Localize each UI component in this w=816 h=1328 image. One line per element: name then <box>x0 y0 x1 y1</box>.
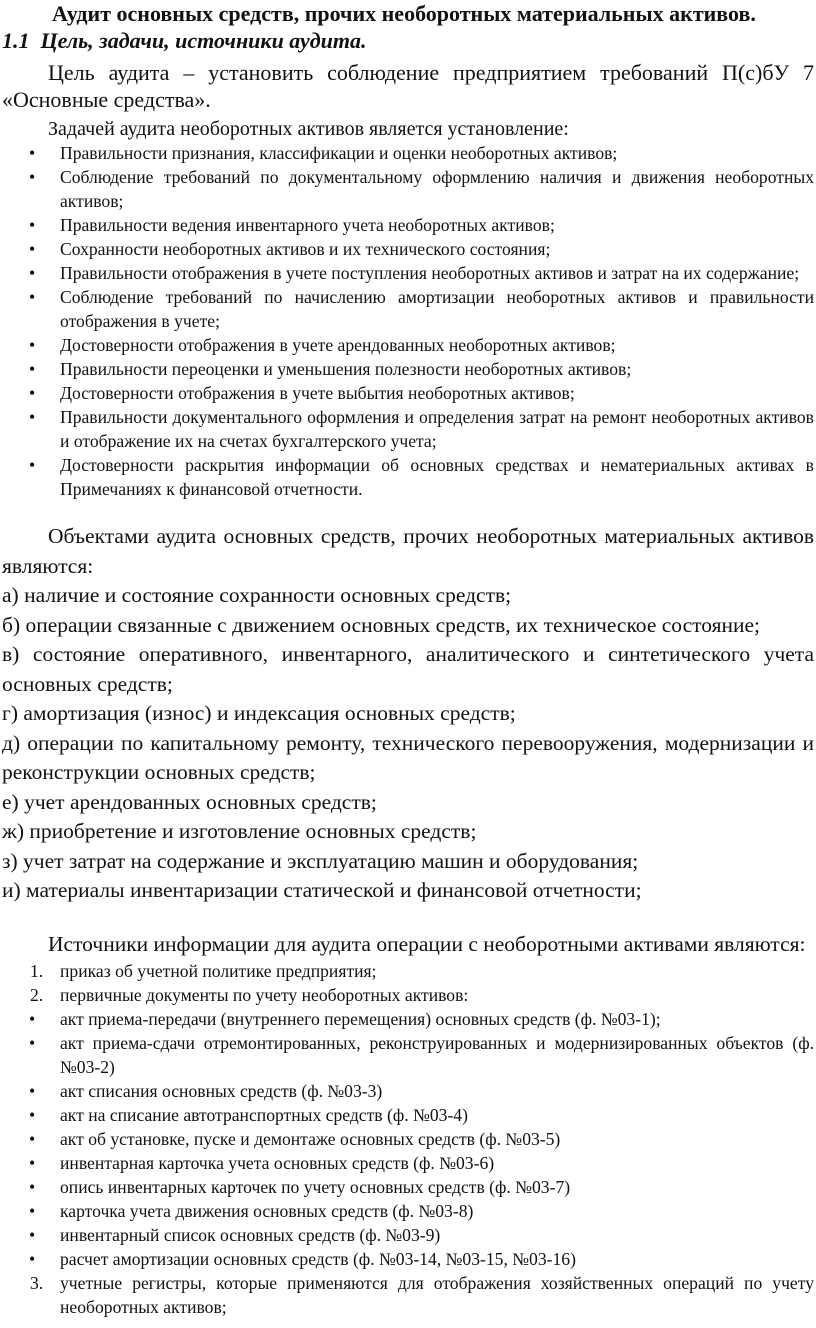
list-item: • Сохранности необоротных активов и их технического состояния; <box>29 239 551 259</box>
documents-list <box>2 1007 814 1271</box>
list-item: з) учет затрат на содержание и эксплуатацию машин и оборудования; <box>2 848 639 873</box>
tasks-intro: Задачей аудита необоротных активов является установление: <box>48 118 569 140</box>
list-item: • инвентарный список основных средств (ф. №03-9) <box>29 1225 441 1245</box>
list-item: г) амортизация (износ) и индексация основных средств; <box>2 701 516 725</box>
list-item: в) состояние оперативного, инвентарного, аналитического и синтетического учета основных средств; <box>2 642 814 696</box>
number-marker: 3. <box>30 1273 44 1293</box>
bullet-marker: • <box>29 455 36 475</box>
list-item: • акт списания основных средств (ф. №03-3) <box>29 1081 383 1101</box>
list-item: • Правильности признания, классификации и оценки необоротных активов; <box>29 143 618 163</box>
list-item: • Достоверности отображения в учете арендованных необоротных активов; <box>29 335 616 355</box>
sources-list-continued <box>2 1271 814 1319</box>
tasks-list <box>2 141 814 501</box>
list-item: • акт об установке, пуске и демонтаже основных средств (ф. №03-5) <box>29 1129 561 1149</box>
bullet-marker: • <box>29 1129 36 1149</box>
list-item: ж) приобретение и изготовление основных средств; <box>2 819 477 843</box>
bullet-marker: • <box>29 383 36 403</box>
list-item: • Соблюдение требований по документальному оформлению наличия и движения необоротных активов; <box>29 167 814 211</box>
list-item: • карточка учета движения основных средств (ф. №03-8) <box>29 1201 474 1221</box>
number-marker: 1. <box>30 961 44 981</box>
list-item: • акт приема-передачи (внутреннего перемещения) основных средств (ф. №03-1); <box>29 1009 661 1029</box>
list-item: • опись инвентарных карточек по учету основных средств (ф. №03-7) <box>29 1177 571 1197</box>
sources-list <box>2 959 814 1007</box>
bullet-marker: • <box>29 1153 36 1173</box>
list-item: 3. учетные регистры, которые применяются для отображения хозяйственных операций по учету необоротных активов; <box>30 1273 814 1317</box>
bullet-marker: • <box>29 167 36 187</box>
bullet-marker: • <box>29 359 36 379</box>
list-item: • Соблюдение требований по начислению амортизации необоротных активов и правильности отображения в учете; <box>29 287 814 331</box>
goal-paragraph: Цель аудита – установить соблюдение предприятием требований П(с)бУ 7 «Основные средства». <box>2 60 814 112</box>
bullet-marker: • <box>29 407 36 427</box>
bullet-marker: • <box>29 1009 36 1029</box>
bullet-marker: • <box>29 1225 36 1245</box>
sources-intro: Источники информации для аудита операции с необоротными активами являются: <box>48 931 806 956</box>
number-marker: 2. <box>30 985 44 1005</box>
bullet-marker: • <box>29 215 36 235</box>
bullet-marker: • <box>29 1177 36 1197</box>
objects-intro: Объектами аудита основных средств, прочих необоротных материальных активов являются: <box>2 524 814 578</box>
bullet-marker: • <box>29 239 36 259</box>
list-item: е) учет арендованных основных средств; <box>2 789 377 814</box>
bullet-marker: • <box>29 287 36 307</box>
list-item: 2. первичные документы по учету необоротных активов: <box>30 985 469 1005</box>
section-number: 1.1 <box>2 28 30 53</box>
list-item: • Правильности документального оформления и определения затрат на ремонт необоротных активов и отображение их на счетах бухгалтерского учета; <box>29 407 814 451</box>
list-item: 1. приказ об учетной политике предприятия; <box>30 961 377 981</box>
section-heading-text: Цель, задачи, источники аудита. <box>40 28 367 53</box>
bullet-marker: • <box>29 1105 36 1125</box>
list-item: • Правильности ведения инвентарного учета необоротных активов; <box>29 215 555 235</box>
spacer <box>2 501 814 522</box>
list-item: • Правильности переоценки и уменьшения полезности необоротных активов; <box>29 359 632 379</box>
list-item: • Достоверности раскрытия информации об основных средствах и нематериальных активах в Примечаниях к финансовой отчетности. <box>29 455 814 499</box>
bullet-marker: • <box>29 1081 36 1101</box>
bullet-marker: • <box>29 1249 36 1269</box>
list-item: д) операции по капитальному ремонту, технического перевооружения, модернизации и реконструкции основных средств; <box>2 730 814 784</box>
list-item: • инвентарная карточка учета основных средств (ф. №03-6) <box>29 1153 495 1173</box>
list-item: • акт приема-сдачи отремонтированных, реконструированных и модернизированных объектов (ф. №03-2) <box>29 1033 814 1077</box>
bullet-marker: • <box>29 1201 36 1221</box>
list-item: и) материалы инвентаризации статической и финансовой отчетности; <box>2 878 642 902</box>
bullet-marker: • <box>29 335 36 355</box>
spacer <box>2 906 814 930</box>
objects-list <box>2 581 814 906</box>
list-item: • расчет амортизации основных средств (ф. №03-14, №03-15, №03-16) <box>29 1249 576 1269</box>
list-item: • акт на списание автотранспортных средств (ф. №03-4) <box>29 1105 468 1125</box>
section-heading <box>2 27 814 54</box>
bullet-marker: • <box>29 263 36 283</box>
list-item: • Правильности отображения в учете поступления необоротных активов и затрат на их содержание; <box>29 263 800 283</box>
list-item: • Достоверности отображения в учете выбытия необоротных активов; <box>29 383 575 403</box>
list-item: б) операции связанные с движением основных средств, их техническое состояние; <box>2 612 760 637</box>
list-item: а) наличие и состояние сохранности основных средств; <box>2 583 512 607</box>
bullet-marker: • <box>29 1033 36 1053</box>
bullet-marker: • <box>29 143 36 163</box>
document-title: Аудит основных средств, прочих необоротных материальных активов. <box>52 1 756 26</box>
